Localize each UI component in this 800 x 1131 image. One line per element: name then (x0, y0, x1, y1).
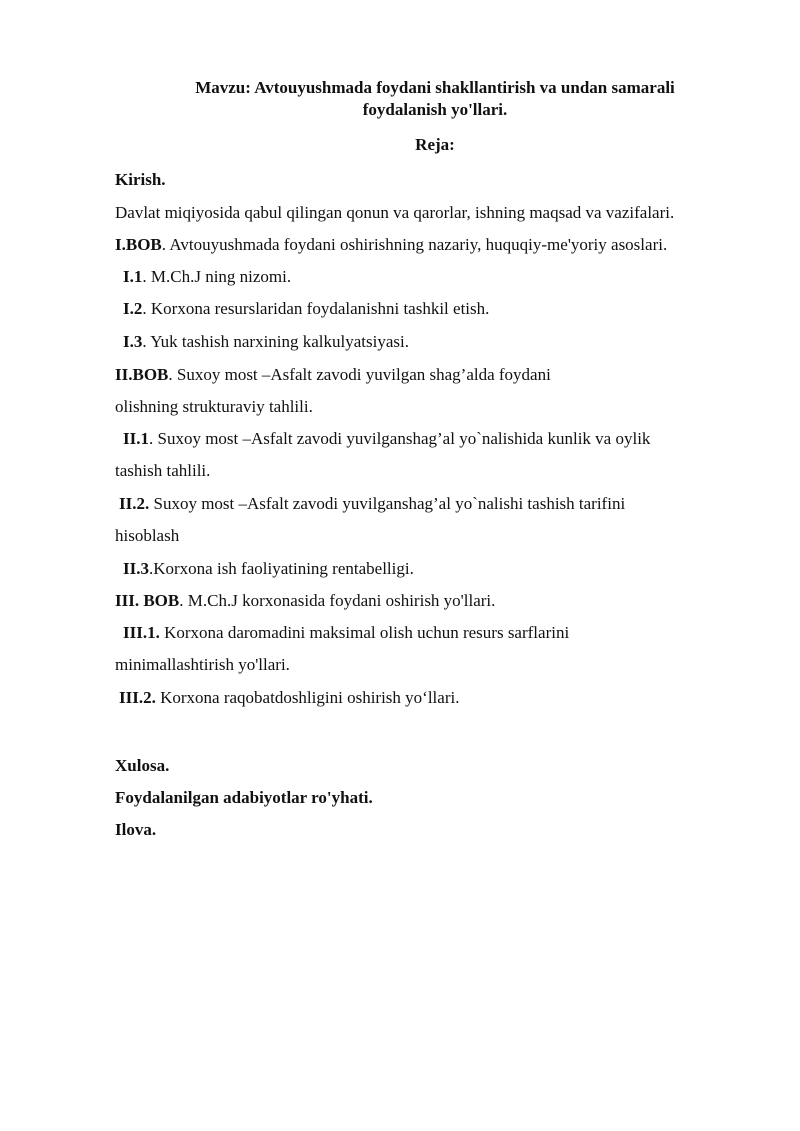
conclusion: Xulosa. (115, 756, 170, 775)
item-2-3 (123, 558, 414, 580)
chapter1-text: . Avtouyushmada foydani oshirishning nazariy, huquqiy-me'yoriy asoslari. (161, 235, 668, 254)
item-3-1-cont: minimallashtirish yo'llari. (115, 655, 290, 674)
chapter3-line (115, 590, 495, 612)
item-2-1-cont: tashish tahlili. (115, 461, 211, 480)
chapter1-label: I.BOB (115, 235, 162, 254)
title-line-1: Mavzu: Avtouyushmada foydani shakllantirish va undan samarali (195, 78, 675, 97)
chapter2-text-1: . Suxoy most –Asfalt zavodi yuvilgan shag’alda foydani (168, 365, 551, 384)
chapter2-line (115, 364, 551, 386)
chapter1-line (115, 234, 667, 256)
item-3-1-label: III.1. (123, 623, 160, 642)
item-2-1-text: . Suxoy most –Asfalt zavodi yuvilganshag’al yo`nalishida kunlik va oylik (148, 429, 651, 448)
item-2-2-label: II.2. (119, 494, 150, 513)
item-2-2 (119, 493, 625, 515)
item-1-1 (123, 266, 291, 288)
item-1-3-label: I.3 (123, 332, 143, 351)
item-1-2 (123, 298, 489, 320)
item-2-3-text: .Korxona ish faoliyatining rentabelligi. (148, 559, 414, 578)
item-2-1-label: II.1 (123, 429, 149, 448)
item-1-2-label: I.2 (123, 299, 143, 318)
intro-heading: Kirish. (115, 170, 166, 189)
item-1-1-label: I.1 (123, 267, 143, 286)
item-3-1 (123, 622, 569, 644)
item-3-2-label: III.2. (119, 688, 156, 707)
item-1-2-text: . Korxona resurslaridan foydalanishni tashkil etish. (142, 299, 490, 318)
item-1-3-text: . Yuk tashish narxining kalkulyatsiyasi. (142, 332, 409, 351)
references: Foydalanilgan adabiyotlar ro'yhati. (115, 788, 373, 807)
chapter3-label: III. BOB (115, 591, 180, 610)
item-2-2-text: Suxoy most –Asfalt zavodi yuvilganshag’al yo`nalishi tashish tarifini (149, 494, 626, 513)
item-1-1-text: . M.Ch.J ning nizomi. (142, 267, 292, 286)
item-2-2-cont: hisoblash (115, 526, 180, 545)
chapter2-label: II.BOB (115, 365, 169, 384)
chapter2-text-2: olishning strukturaviy tahlili. (115, 397, 313, 416)
title-line-2: foydalanish yo'llari. (362, 100, 508, 119)
plan-heading: Reja: (415, 135, 455, 154)
item-1-3 (123, 331, 409, 353)
item-2-3-label: II.3 (123, 559, 149, 578)
chapter3-text: . M.Ch.J korxonasida foydani oshirish yo'llari. (179, 591, 496, 610)
item-2-1 (123, 428, 650, 450)
item-3-2 (119, 687, 459, 709)
item-3-1-text: Korxona daromadini maksimal olish uchun resurs sarflarini (159, 623, 570, 642)
appendix: Ilova. (115, 820, 157, 839)
intro-text: Davlat miqiyosida qabul qilingan qonun va qarorlar, ishning maqsad va vazifalari. (115, 203, 675, 222)
document-title (150, 77, 720, 121)
item-3-2-text: Korxona raqobatdoshligini oshirish yo‘llari. (155, 688, 460, 707)
